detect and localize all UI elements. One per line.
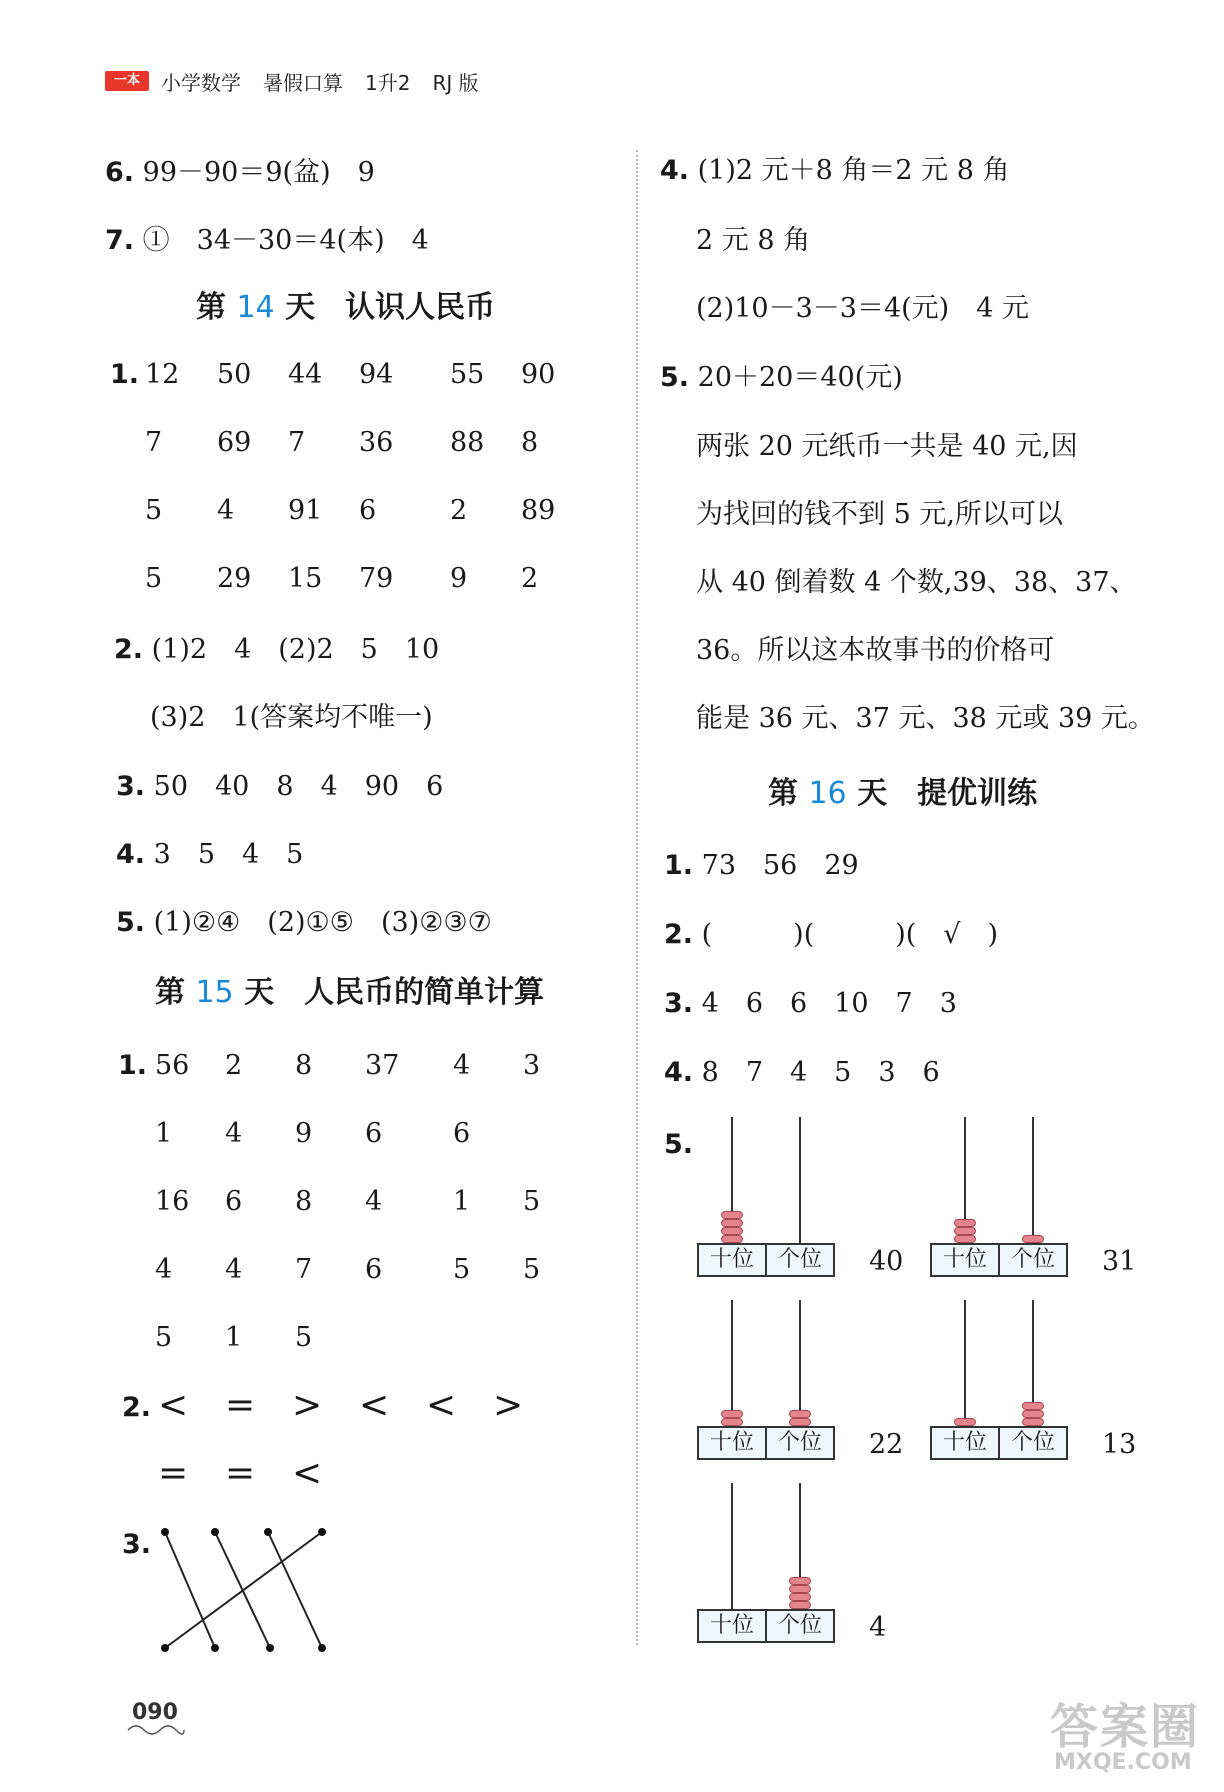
explanation-line: 两张 20 元纸币一共是 40 元,因 — [696, 431, 1078, 462]
abacus-bead — [721, 1418, 743, 1426]
answer-cell: 37 — [365, 1050, 400, 1081]
answer-cell: 6 — [453, 1118, 471, 1149]
d14-q1-num: 1. — [110, 359, 140, 390]
column-divider — [636, 150, 638, 1645]
abacus-bead — [1022, 1235, 1044, 1243]
abacus — [930, 1117, 1070, 1277]
tens-rod — [964, 1300, 966, 1428]
answer-r-q4-line3: (2)10－3－3＝4(元) 4 元 — [696, 293, 1029, 324]
answer-cell: 4 — [365, 1186, 383, 1217]
answer-cell: 6 — [365, 1118, 383, 1149]
answer-cell: 8 — [295, 1050, 313, 1081]
abacus-base — [930, 1426, 1068, 1460]
answer-cell: 7 — [288, 427, 306, 458]
answer-cell: 12 — [145, 359, 180, 390]
answer-cell: 2 — [521, 563, 539, 594]
answer-cell: 7 — [295, 1254, 313, 1285]
answer-d14-q3: 3. 50 40 8 4 90 6 — [116, 771, 444, 802]
answer-cell: 1 — [453, 1186, 471, 1217]
comparison-symbol: > — [493, 1385, 524, 1426]
answer-cell: 15 — [288, 563, 323, 594]
answer-cell: 6 — [365, 1254, 383, 1285]
comparison-symbol: = — [158, 1453, 189, 1494]
explanation-line: 能是 36 元、37 元、38 元或 39 元。 — [696, 703, 1155, 734]
abacus-bead — [954, 1219, 976, 1227]
answer-d14-q2-line2: (3)2 1(答案均不唯一) — [150, 702, 433, 733]
comparison-symbol: < — [292, 1453, 323, 1494]
abacus-bead — [721, 1227, 743, 1235]
abacus-value: 13 — [1102, 1429, 1137, 1460]
answer-cell: 5 — [523, 1186, 541, 1217]
answer-cell: 55 — [450, 359, 485, 390]
section-title-day16: 第 16 天 提优训练 — [768, 776, 1038, 811]
abacus-value: 40 — [869, 1246, 904, 1277]
abacus-bead — [1022, 1402, 1044, 1410]
answer-d14-q4: 4. 3 5 4 5 — [116, 839, 304, 870]
section-title-day14: 第 14 天 认识人民币 — [196, 290, 496, 325]
tens-rod — [731, 1483, 733, 1611]
abacus-bead — [789, 1410, 811, 1418]
answer-q7: 7. ① 34－30＝4(本) 4 — [105, 225, 429, 256]
tens-label: 十位 — [699, 1611, 767, 1641]
match-dot — [161, 1644, 169, 1652]
abacus-base — [697, 1243, 835, 1277]
answer-cell: 88 — [450, 427, 485, 458]
answer-cell: 29 — [217, 563, 252, 594]
answer-cell: 3 — [523, 1050, 541, 1081]
d15-q2-num: 2. — [122, 1392, 152, 1423]
answer-cell: 90 — [521, 359, 556, 390]
ones-rod — [799, 1300, 801, 1428]
explanation-line: 为找回的钱不到 5 元,所以可以 — [696, 499, 1063, 530]
answer-cell: 16 — [155, 1186, 190, 1217]
explanation-line: 36。所以这本故事书的价格可 — [696, 635, 1055, 666]
comparison-symbol: > — [292, 1385, 323, 1426]
page-number-ornament-icon — [126, 1722, 186, 1738]
subject: 小学数学 — [161, 70, 241, 95]
page-header — [105, 66, 501, 96]
abacus — [697, 1117, 837, 1277]
comparison-symbol: = — [225, 1453, 256, 1494]
abacus-value: 4 — [869, 1612, 887, 1643]
tens-label: 十位 — [932, 1428, 1000, 1458]
book-title: 暑假口算 — [263, 70, 343, 95]
d15-q1-num: 1. — [118, 1050, 148, 1081]
abacus-bead — [789, 1585, 811, 1593]
ones-label: 个位 — [777, 1430, 822, 1455]
section-title-day15: 第 15 天 人民币的简单计算 — [155, 975, 545, 1010]
d15-q3-num: 3. — [122, 1529, 152, 1560]
match-dot — [318, 1528, 326, 1536]
answer-cell: 36 — [359, 427, 394, 458]
answer-cell: 4 — [453, 1050, 471, 1081]
abacus-bead — [789, 1601, 811, 1609]
answer-cell: 4 — [155, 1254, 173, 1285]
answer-cell: 5 — [523, 1254, 541, 1285]
ones-rod — [799, 1117, 801, 1245]
answer-r-q4-line2: 2 元 8 角 — [696, 225, 811, 256]
match-dot — [318, 1644, 326, 1652]
answer-d16-q3: 3. 4 6 6 10 7 3 — [664, 988, 957, 1019]
tens-label: 十位 — [699, 1245, 767, 1275]
match-dot — [211, 1528, 219, 1536]
match-dot — [211, 1644, 219, 1652]
match-line-3 — [268, 1532, 322, 1648]
ones-label: 个位 — [777, 1247, 822, 1272]
abacus-base — [697, 1609, 835, 1643]
answer-r-q5-line1: 5. 20＋20＝40(元) — [660, 362, 903, 393]
abacus-bead — [789, 1418, 811, 1426]
answer-cell: 1 — [155, 1118, 173, 1149]
answer-cell: 4 — [225, 1254, 243, 1285]
abacus-bead — [954, 1418, 976, 1426]
match-line-4 — [165, 1532, 322, 1648]
answer-cell: 5 — [145, 563, 163, 594]
answer-r-q4-line1: 4. (1)2 元＋8 角＝2 元 8 角 — [660, 155, 1010, 186]
watermark: 答案圈 MXQE.COM — [1050, 1699, 1201, 1775]
explanation-line: 从 40 倒着数 4 个数,39、38、37、 — [696, 567, 1137, 598]
abacus — [697, 1300, 837, 1460]
answer-cell: 50 — [217, 359, 252, 390]
answer-cell: 91 — [288, 495, 323, 526]
answer-cell: 69 — [217, 427, 252, 458]
abacus-bead — [954, 1227, 976, 1235]
comparison-symbol: = — [225, 1385, 256, 1426]
abacus-bead — [954, 1235, 976, 1243]
match-dot — [161, 1528, 169, 1536]
tens-label: 十位 — [699, 1428, 767, 1458]
comparison-symbol: < — [158, 1385, 189, 1426]
ones-label: 个位 — [1010, 1430, 1055, 1455]
answer-cell: 1 — [225, 1322, 243, 1353]
grade: 1升2 — [365, 70, 411, 95]
match-dot — [266, 1644, 274, 1652]
d16-q5-num: 5. — [664, 1129, 694, 1160]
answer-cell: 5 — [295, 1322, 313, 1353]
abacus-value: 22 — [869, 1429, 904, 1460]
match-dot — [264, 1528, 272, 1536]
answer-cell: 8 — [521, 427, 539, 458]
answer-cell: 6 — [225, 1186, 243, 1217]
abacus-base — [930, 1243, 1068, 1277]
answer-d16-q2: 2. ( )( )( √ ) — [664, 919, 999, 950]
abacus — [697, 1483, 837, 1643]
answer-cell: 2 — [225, 1050, 243, 1081]
answer-cell: 79 — [359, 563, 394, 594]
answer-q6: 6. 99－90＝9(盆) 9 — [105, 157, 375, 188]
tens-rod — [731, 1300, 733, 1428]
abacus-bead — [789, 1577, 811, 1585]
matching-lines-diagram — [150, 1520, 350, 1660]
ones-rod — [1032, 1117, 1034, 1245]
answer-cell: 9 — [450, 563, 468, 594]
answer-d14-q2-line1: 2. (1)2 4 (2)2 5 10 — [114, 634, 440, 665]
abacus-bead — [721, 1219, 743, 1227]
abacus-base — [697, 1426, 835, 1460]
abacus-bead — [1022, 1418, 1044, 1426]
brand-badge: 一本 — [105, 71, 149, 91]
answer-d16-q1: 1. 73 56 29 — [664, 850, 859, 881]
answer-cell: 94 — [359, 359, 394, 390]
answer-cell: 5 — [145, 495, 163, 526]
page-number: 090 — [132, 1700, 178, 1725]
answer-cell: 56 — [155, 1050, 190, 1081]
answer-d16-q4: 4. 8 7 4 5 3 6 — [664, 1057, 940, 1088]
ones-label: 个位 — [1010, 1247, 1055, 1272]
comparison-symbol: < — [359, 1385, 390, 1426]
tens-label: 十位 — [932, 1245, 1000, 1275]
answer-cell: 5 — [453, 1254, 471, 1285]
comparison-symbol: < — [426, 1385, 457, 1426]
answer-cell: 4 — [225, 1118, 243, 1149]
answer-cell: 6 — [359, 495, 377, 526]
abacus-value: 31 — [1102, 1246, 1137, 1277]
answer-cell: 2 — [450, 495, 468, 526]
answer-cell: 5 — [155, 1322, 173, 1353]
edition: RJ 版 — [432, 70, 479, 95]
abacus-bead — [721, 1235, 743, 1243]
abacus-bead — [721, 1410, 743, 1418]
answer-cell: 44 — [288, 359, 323, 390]
answer-d14-q5: 5. (1)②④ (2)①⑤ (3)②③⑦ — [116, 907, 492, 938]
answer-cell: 89 — [521, 495, 556, 526]
answer-cell: 4 — [217, 495, 235, 526]
abacus — [930, 1300, 1070, 1460]
answer-cell: 8 — [295, 1186, 313, 1217]
answer-cell: 9 — [295, 1118, 313, 1149]
ones-label: 个位 — [777, 1613, 822, 1638]
abacus-bead — [1022, 1410, 1044, 1418]
answer-cell: 7 — [145, 427, 163, 458]
abacus-bead — [721, 1211, 743, 1219]
abacus-bead — [789, 1593, 811, 1601]
